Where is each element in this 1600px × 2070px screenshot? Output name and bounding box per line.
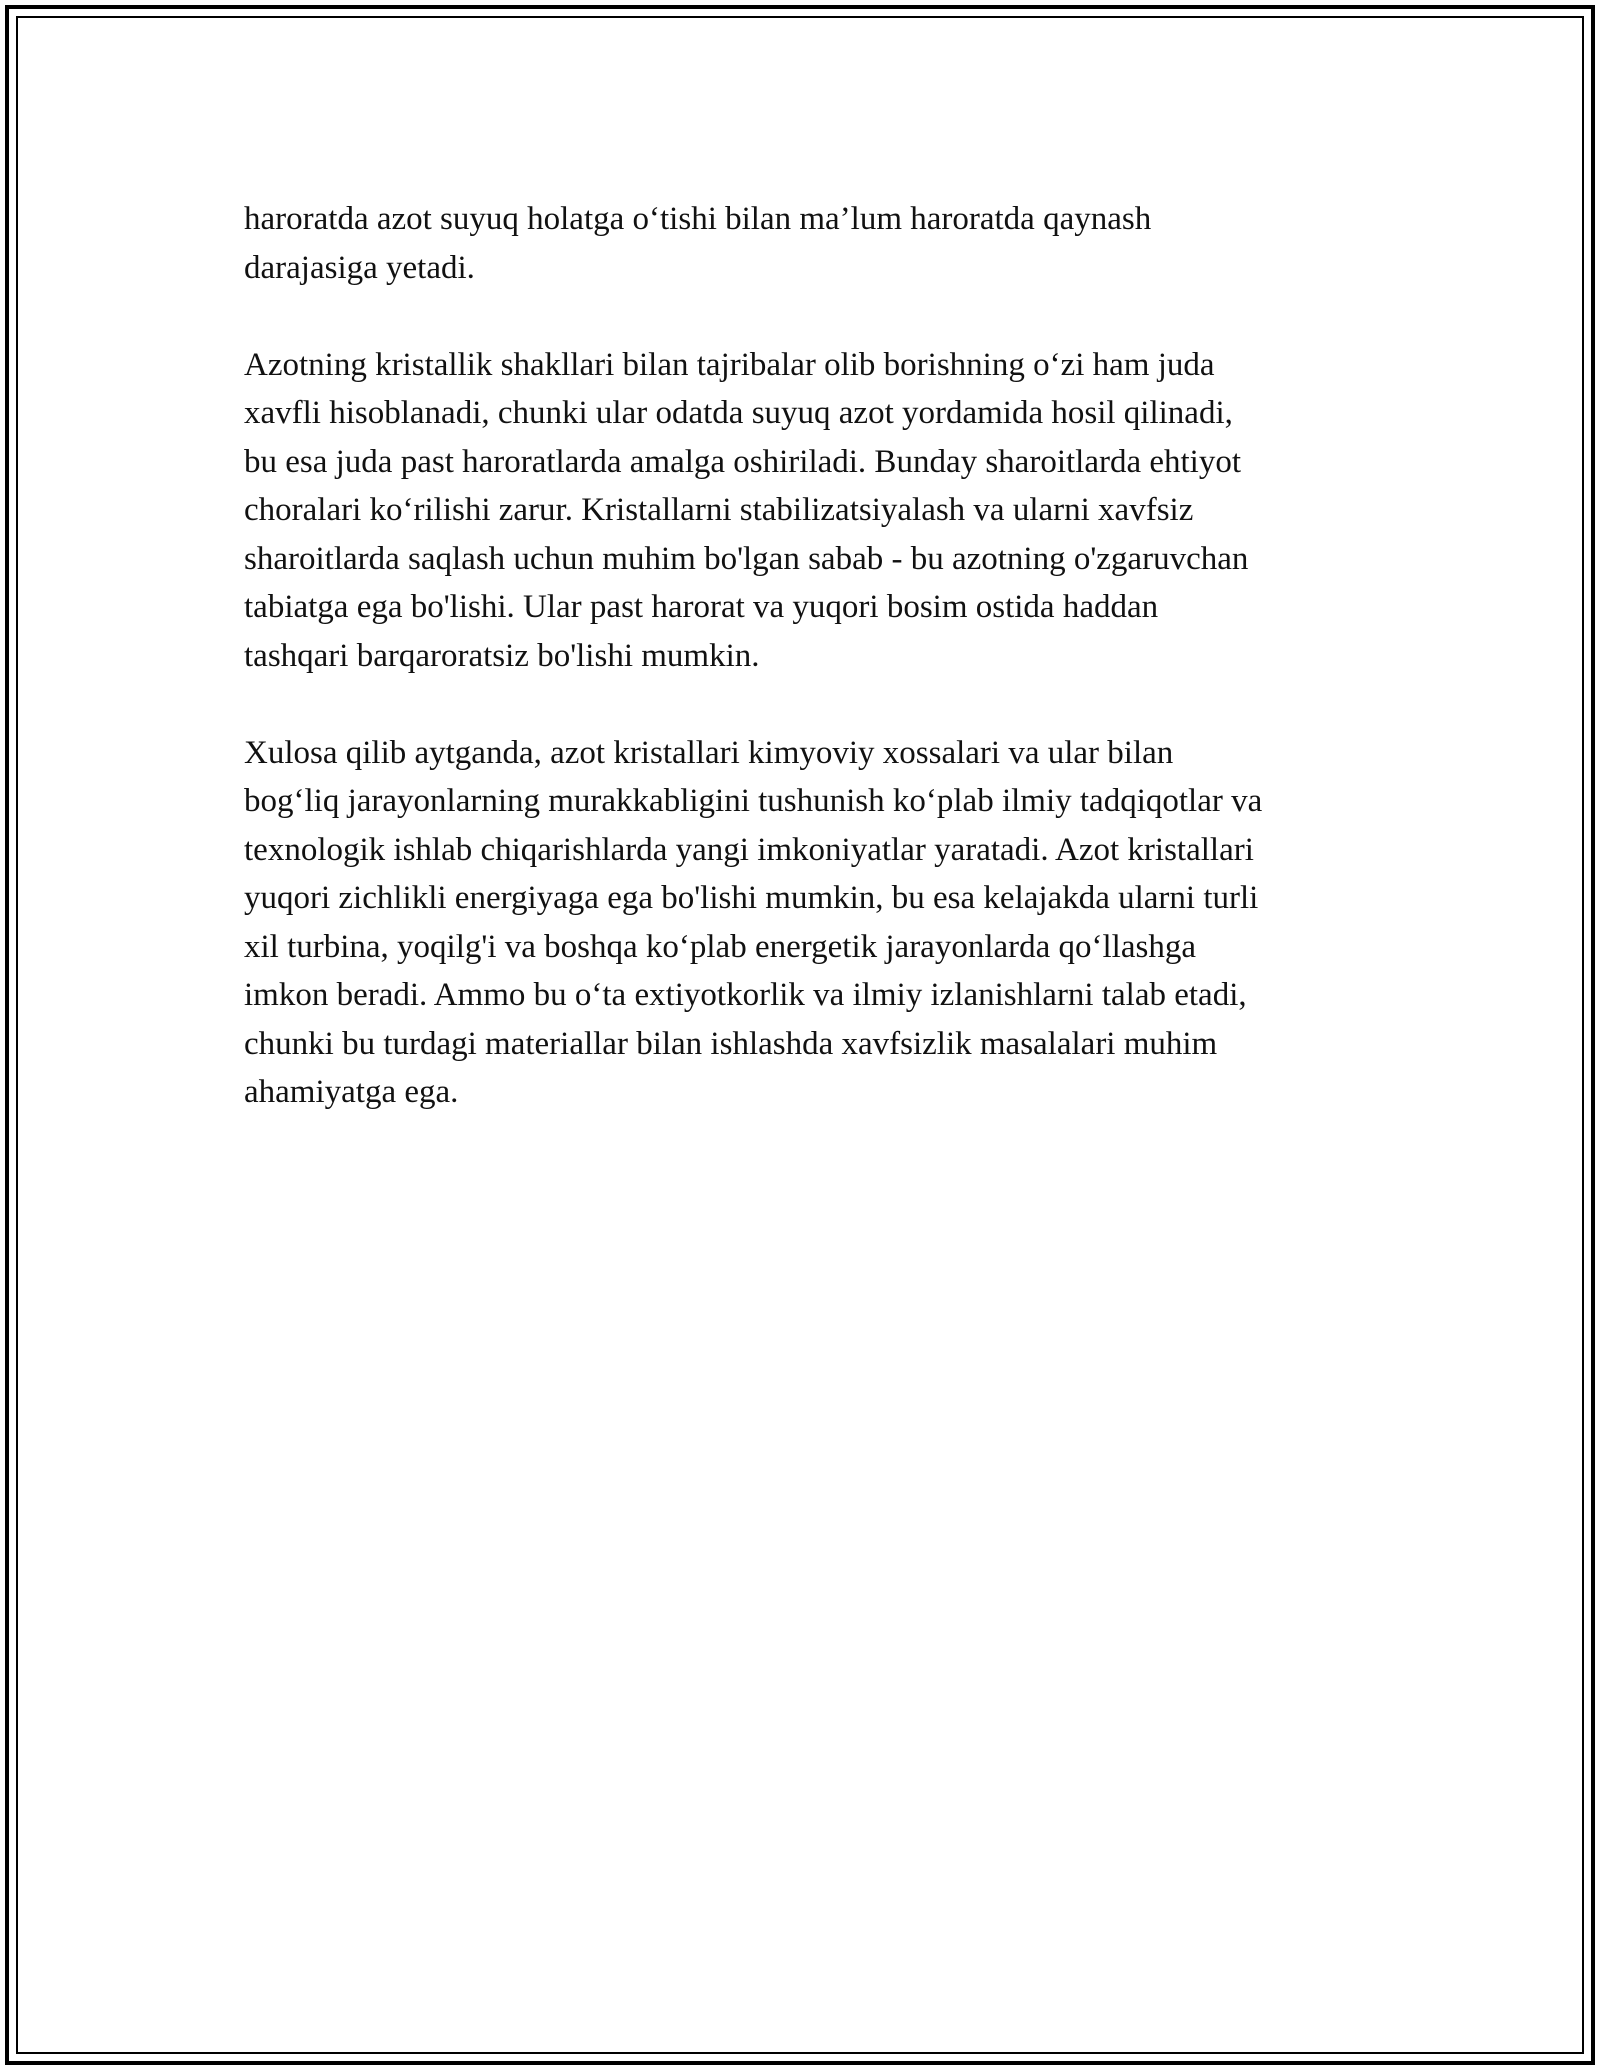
paragraph-1 (244, 195, 1394, 292)
text-line: bu esa juda past haroratlarda amalga oshiriladi. Bunday sharoitlarda ehtiyot (244, 443, 1242, 480)
paragraph-3 (244, 729, 1394, 1117)
text-line: imkon beradi. Ammo bu o‘ta extiyotkorlik va ilmiy izlanishlarni talab etadi, (244, 977, 1247, 1013)
document-body (244, 195, 1394, 1165)
paragraph-2 (244, 341, 1394, 681)
text-line: haroratda azot suyuq holatga o‘tishi bilan ma’lum haroratda qaynash (244, 201, 1152, 237)
text-line: tashqari barqaroratsiz bo'lishi mumkin. (244, 637, 760, 674)
text-line: choralari ko‘rilishi zarur. Kristallarni stabilizatsiyalash va ularni xavfsiz (244, 492, 1194, 528)
text-line: xavfli hisoblanadi, chunki ular odatda suyuq azot yordamida hosil qilinadi, (244, 395, 1233, 431)
text-line: tabiatga ega bo'lishi. Ular past harorat va yuqori bosim ostida haddan (244, 589, 1159, 625)
text-line: darajasiga yetadi. (244, 249, 475, 286)
text-line: bog‘liq jarayonlarning murakkabligini tushunish ko‘plab ilmiy tadqiqotlar va (244, 783, 1263, 819)
text-line: texnologik ishlab chiqarishlarda yangi imkoniyatlar yaratadi. Azot kristallari (244, 831, 1254, 868)
text-line: yuqori zichlikli energiyaga ega bo'lishi mumkin, bu esa kelajakda ularni turli (244, 880, 1259, 916)
page-frame (5, 5, 1595, 2065)
text-line: xil turbina, yoqilg'i va boshqa ko‘plab energetik jarayonlarda qo‘llashga (244, 928, 1196, 965)
text-line: sharoitlarda saqlash uchun muhim bo'lgan sabab - bu azotning o'zgaruvchan (244, 540, 1249, 577)
text-line: Azotning kristallik shakllari bilan tajribalar olib borishning o‘zi ham juda (244, 346, 1215, 383)
text-line: chunki bu turdagi materiallar bilan ishlashda xavfsizlik masalalari muhim (244, 1025, 1218, 1062)
text-line: Xulosa qilib aytganda, azot kristallari kimyoviy xossalari va ular bilan (244, 734, 1174, 771)
text-line: ahamiyatga ega. (244, 1074, 459, 1110)
